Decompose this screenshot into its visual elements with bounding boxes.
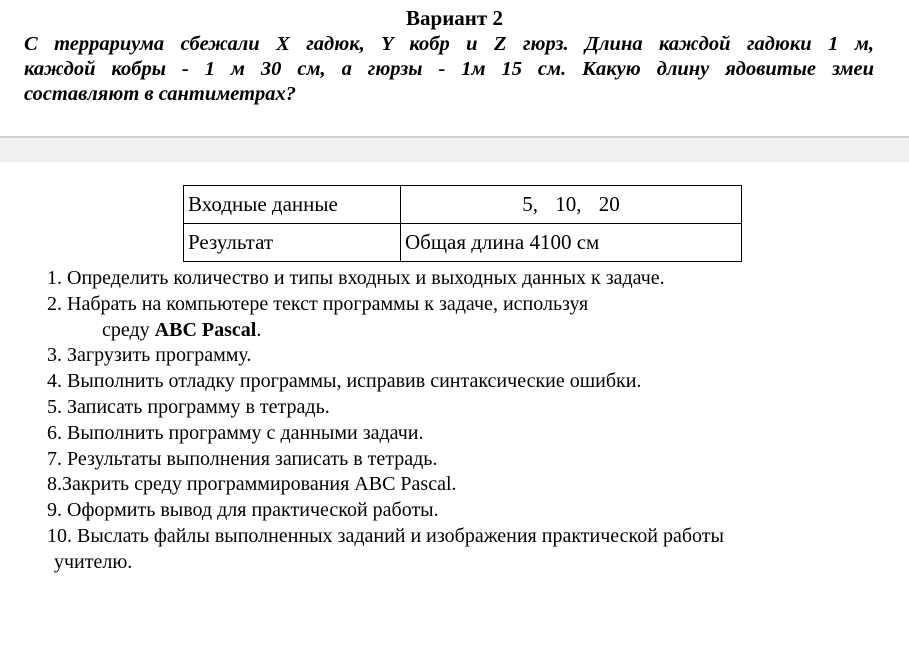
steps-list [47, 266, 724, 576]
result-value: Общая длина 4100 см [401, 224, 742, 262]
step-bold-text: ABC Pascal [154, 318, 257, 341]
variant-title: Вариант 2 [406, 6, 503, 30]
section-divider [0, 136, 909, 162]
list-item-continuation [47, 318, 724, 344]
io-table [183, 185, 742, 262]
input-value: 5, 10, 20 [401, 186, 742, 224]
list-item: 9. Оформить вывод для практической работы. [47, 499, 439, 522]
list-item: 7. Результаты выполнения записать в тетрадь. [47, 447, 438, 470]
table-row [184, 224, 742, 262]
list-item: 3. Загрузить программу. [47, 344, 252, 367]
list-item: 2. Набрать на компьютере текст программы к задаче, используя [47, 292, 589, 315]
list-item: 8.Закрить среду программирования ABC Pascal. [47, 473, 457, 496]
list-item: 10. Выслать файлы выполненных заданий и изображения практической работы [47, 524, 724, 547]
input-label: Входные данные [184, 186, 401, 224]
task-text [24, 32, 874, 107]
list-item: 1. Определить количество и типы входных и выходных данных к задаче. [47, 267, 665, 289]
result-label: Результат [184, 224, 401, 262]
table-row [184, 186, 742, 224]
step-text: среду [102, 318, 155, 341]
list-item-continuation: учителю. [54, 550, 133, 573]
task-line: каждой кобры - 1 м 30 см, а гюрзы - 1м 15 см. Какую длину ядовитые змеи [24, 58, 874, 80]
step-text: . [256, 318, 262, 341]
list-item: 6. Выполнить программу с данными задачи. [47, 421, 424, 444]
task-line: составляют в сантиметрах? [24, 83, 297, 105]
list-item: 5. Записать программу в тетрадь. [47, 395, 330, 418]
task-line: С террариума сбежали X гадюк, Y кобр и Z гюрз. Длина каждой гадюки 1 м, [24, 33, 874, 55]
list-item: 4. Выполнить отладку программы, исправив синтаксические ошибки. [47, 370, 642, 393]
